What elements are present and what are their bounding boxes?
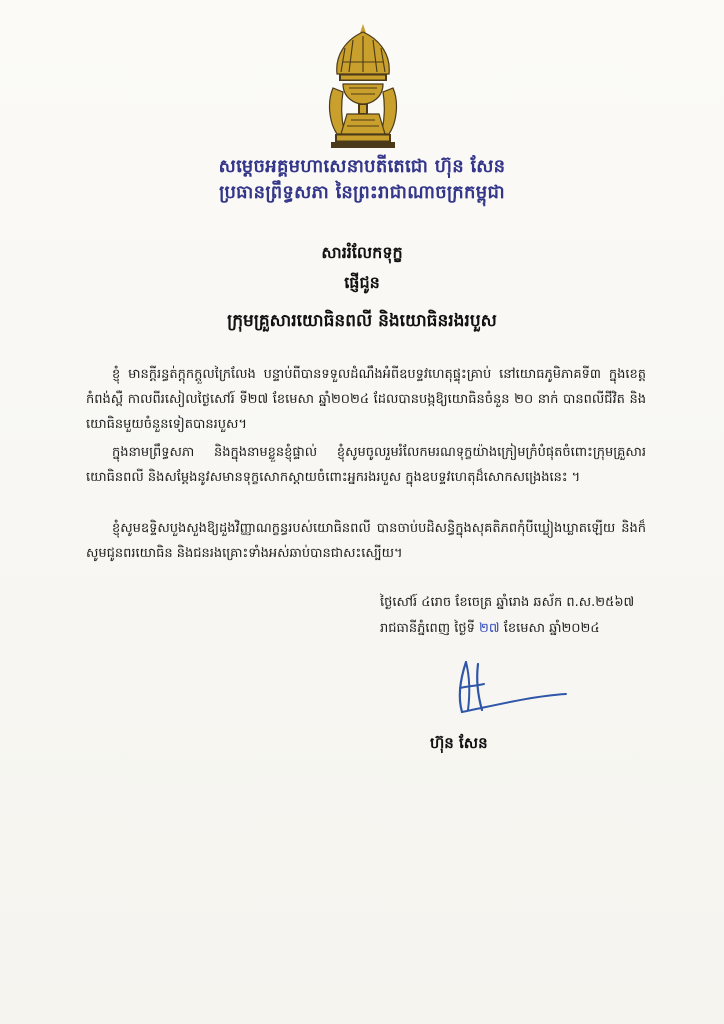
body-paragraph-1: ខ្ញុំ មានក្តីរន្ធត់ក្តុកក្តួលក្រៃលែង បន្ទាប់ពីបានទទួលដំណឹងអំពីឧបទ្ទវហេតុផ្ទុះគ្រាប់ នៅយោធភូមិភាគទី៣ ក្នុងខេត្តកំពង់ស្ពឺ កាលពីរសៀលថ្ងៃសៅរ៍ ទី២៧ ខែមេសា ឆ្នាំ២០២៤ ដែលបានបង្កឱ្យយោធិនចំនួន ២០ នាក់ បានពលីជីវិត និងយោធិនមួយចំនួនទៀតបានរបួស។ bbox=[86, 367, 646, 432]
solar-date-prefix: រាជធានីភ្នំពេញ ថ្ងៃទី bbox=[380, 621, 475, 636]
signer-name: ហ៊ុន សែន bbox=[430, 734, 488, 752]
royal-emblem-icon bbox=[325, 22, 401, 150]
body-paragraph-3: ខ្ញុំសូមឧទ្ទិសបួងសួងឱ្យដួងវិញ្ញាណក្ខន្ធរបស់យោធិនពលី បានចាប់បដិសន្ធិក្នុងសុគតិភពកុំបីឃ្លៀងឃ្លាតឡើយ និងក៏សូមជូនពរយោធិន និងជនរងគ្រោះទាំងអស់ឆាប់បានជាសះស្បើយ។ bbox=[86, 521, 646, 561]
sender-title-line-1: សម្តេចអគ្គមហាសេនាបតីតេជោ ហ៊ុន សែន bbox=[218, 156, 506, 177]
letter-subtitle: ផ្ញើជូន bbox=[344, 273, 380, 292]
letter-recipient: ក្រុមគ្រួសារយោធិនពលី និងយោធិនរងរបួស bbox=[227, 311, 497, 331]
body-paragraph-2: ក្នុងនាមព្រឹទ្ធសភា និងក្នុងនាមខ្លួនខ្ញុំផ្ទាល់ ខ្ញុំសូមចូលរួមរំលែកមរណទុក្ខយ៉ាងក្រៀមក្រំបំផុតចំពោះក្រុមគ្រួសារយោធិនពលី និងសម្តែងនូវសមានទុក្ខសោកស្តាយចំពោះអ្នករងរបួស ក្នុងឧបទ្ទវហេតុដ៏សោកសង្រេងនេះ ។ bbox=[86, 445, 646, 485]
lunar-date: ថ្ងៃសៅរ៍ ៤រោច ខែចេត្រ ឆ្នាំរោង ឆស័ក ព.ស.២៥៦៧ bbox=[380, 595, 635, 610]
letter-title: សាររំលែកទុក្ខ bbox=[321, 243, 403, 262]
sender-title-line-2: ប្រធានព្រឹទ្ធសភា នៃព្រះរាជាណាចក្រកម្ពុជា bbox=[219, 182, 505, 203]
solar-date-suffix: ខែមេសា ឆ្នាំ២០២៤ bbox=[503, 621, 600, 636]
solar-date-day: ២៧ bbox=[479, 621, 500, 636]
solar-date bbox=[380, 620, 680, 639]
handwritten-signature bbox=[452, 650, 572, 722]
